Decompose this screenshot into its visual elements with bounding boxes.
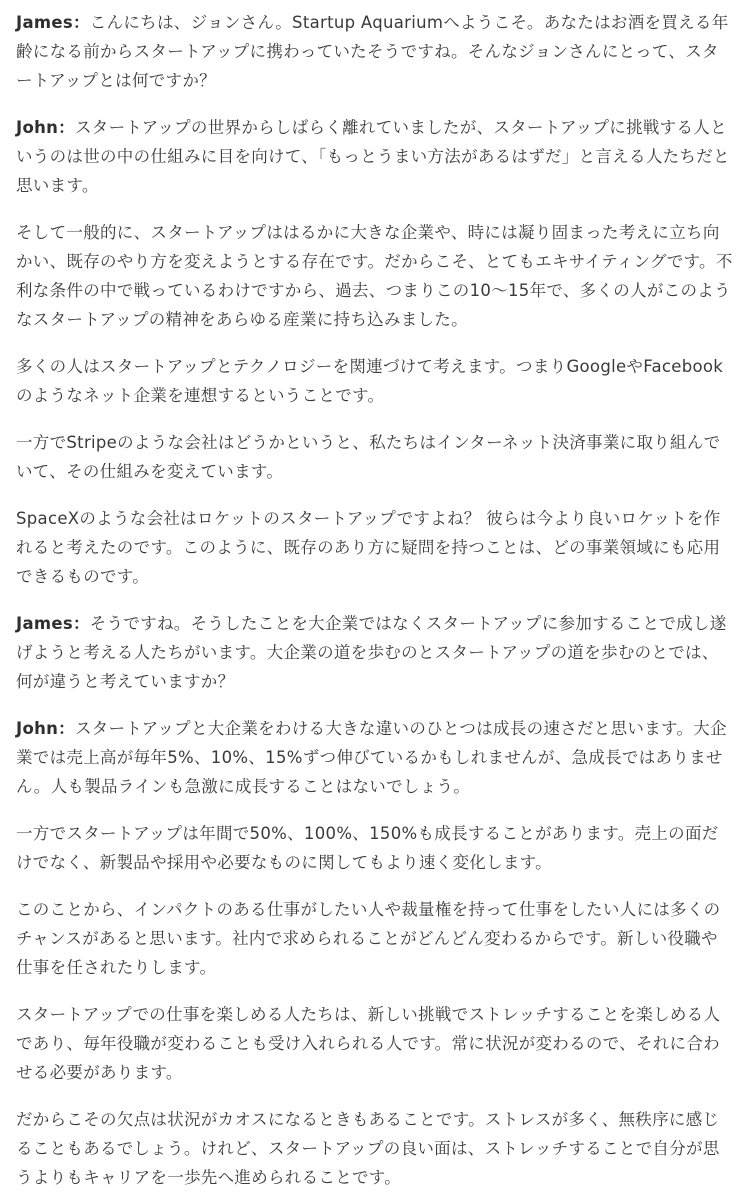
paragraph-text: スタートアップでの仕事を楽しめる人たちは、新しい挑戦でストレッチすることを楽しめる人であり、毎年役職が変わることも受け入れられる人です。常に状況が変わるので、それに合わせる必要があります。: [16, 1005, 721, 1082]
paragraph-text: こんにちは、ジョンさん。Startup Aquariumへようこそ。あなたはお酒を買える年齢になる前からスタートアップに携わっていたそうですね。そんなジョンさんにとって、スタートアップとは何ですか？: [16, 13, 729, 90]
speaker-label: John：: [16, 118, 75, 137]
paragraph-10: [16, 895, 734, 982]
paragraph-text: 一方でスタートアップは年間で50%、100%、150%も成長することがあります。売上の面だけでなく、新製品や採用や必要なものに関してもより速く変化します。: [16, 824, 719, 872]
speaker-label: James：: [16, 614, 90, 633]
speaker-label: John：: [16, 719, 75, 738]
paragraph-6: [16, 504, 734, 591]
paragraph-11: [16, 1000, 734, 1087]
paragraph-text: このことから、インパクトのある仕事がしたい人や裁量権を持って仕事をしたい人には多くのチャンスがあると思います。社内で求められることがどんどん変わるからです。新しい役職や仕事を任されたりします。: [16, 900, 721, 977]
paragraph-text: スタートアップの世界からしばらく離れていましたが、スタートアップに挑戦する人というのは世の中の仕組みに目を向けて、「もっとうまい方法があるはずだ」と言える人たちだと思います。: [16, 118, 730, 195]
paragraph-4: [16, 352, 734, 410]
paragraph-8: [16, 714, 734, 801]
paragraph-text: だからこその欠点は状況がカオスになるときもあることです。ストレスが多く、無秩序に感じることもあるでしょう。けれど、スタートアップの良い面は、ストレッチすることで自分が思うよりもキャリアを一歩先へ進められることです。: [16, 1110, 720, 1187]
paragraph-text: 一方でStripeのような会社はどうかというと、私たちはインターネット決済事業に取り組んでいて、その仕組みを変えています。: [16, 433, 721, 481]
paragraph-text: SpaceXのような会社はロケットのスタートアップですよね？ 彼らは今より良いロケットを作れると考えたのです。このように、既存のあり方に疑問を持つことは、どの事業領域にも応用できるものです。: [16, 509, 721, 586]
paragraph-1: [16, 8, 734, 95]
paragraph-12: [16, 1105, 734, 1192]
paragraph-5: [16, 428, 734, 486]
paragraph-2: [16, 113, 734, 200]
paragraph-text: そして一般的に、スタートアップははるかに大きな企業や、時には凝り固まった考えに立ち向かい、既存のやり方を変えようとする存在です。だからこそ、とてもエキサイティングです。不利な条件の中で戦っているわけですから、過去、つまりこの10〜15年で、多くの人がこのようなスタートアップの精神をあらゆる産業に持ち込みました。: [16, 223, 733, 329]
speaker-label: James：: [16, 13, 90, 32]
paragraph-7: [16, 609, 734, 696]
paragraph-text: スタートアップと大企業をわける大きな違いのひとつは成長の速さだと思います。大企業では売上高が毎年5%、10%、15%ずつ伸びているかもしれませんが、急成長ではありません。人も製品ラインも急激に成長することはないでしょう。: [16, 719, 727, 796]
paragraph-3: [16, 218, 734, 334]
paragraph-9: [16, 819, 734, 877]
paragraph-text: そうですね。そうしたことを大企業ではなくスタートアップに参加することで成し遂げようと考える人たちがいます。大企業の道を歩むのとスタートアップの道を歩むのとでは、何が違うと考えていますか？: [16, 614, 727, 691]
paragraph-text: 多くの人はスタートアップとテクノロジーを関連づけて考えます。つまりGoogleやFacebookのようなネット企業を連想するということです。: [16, 357, 724, 405]
